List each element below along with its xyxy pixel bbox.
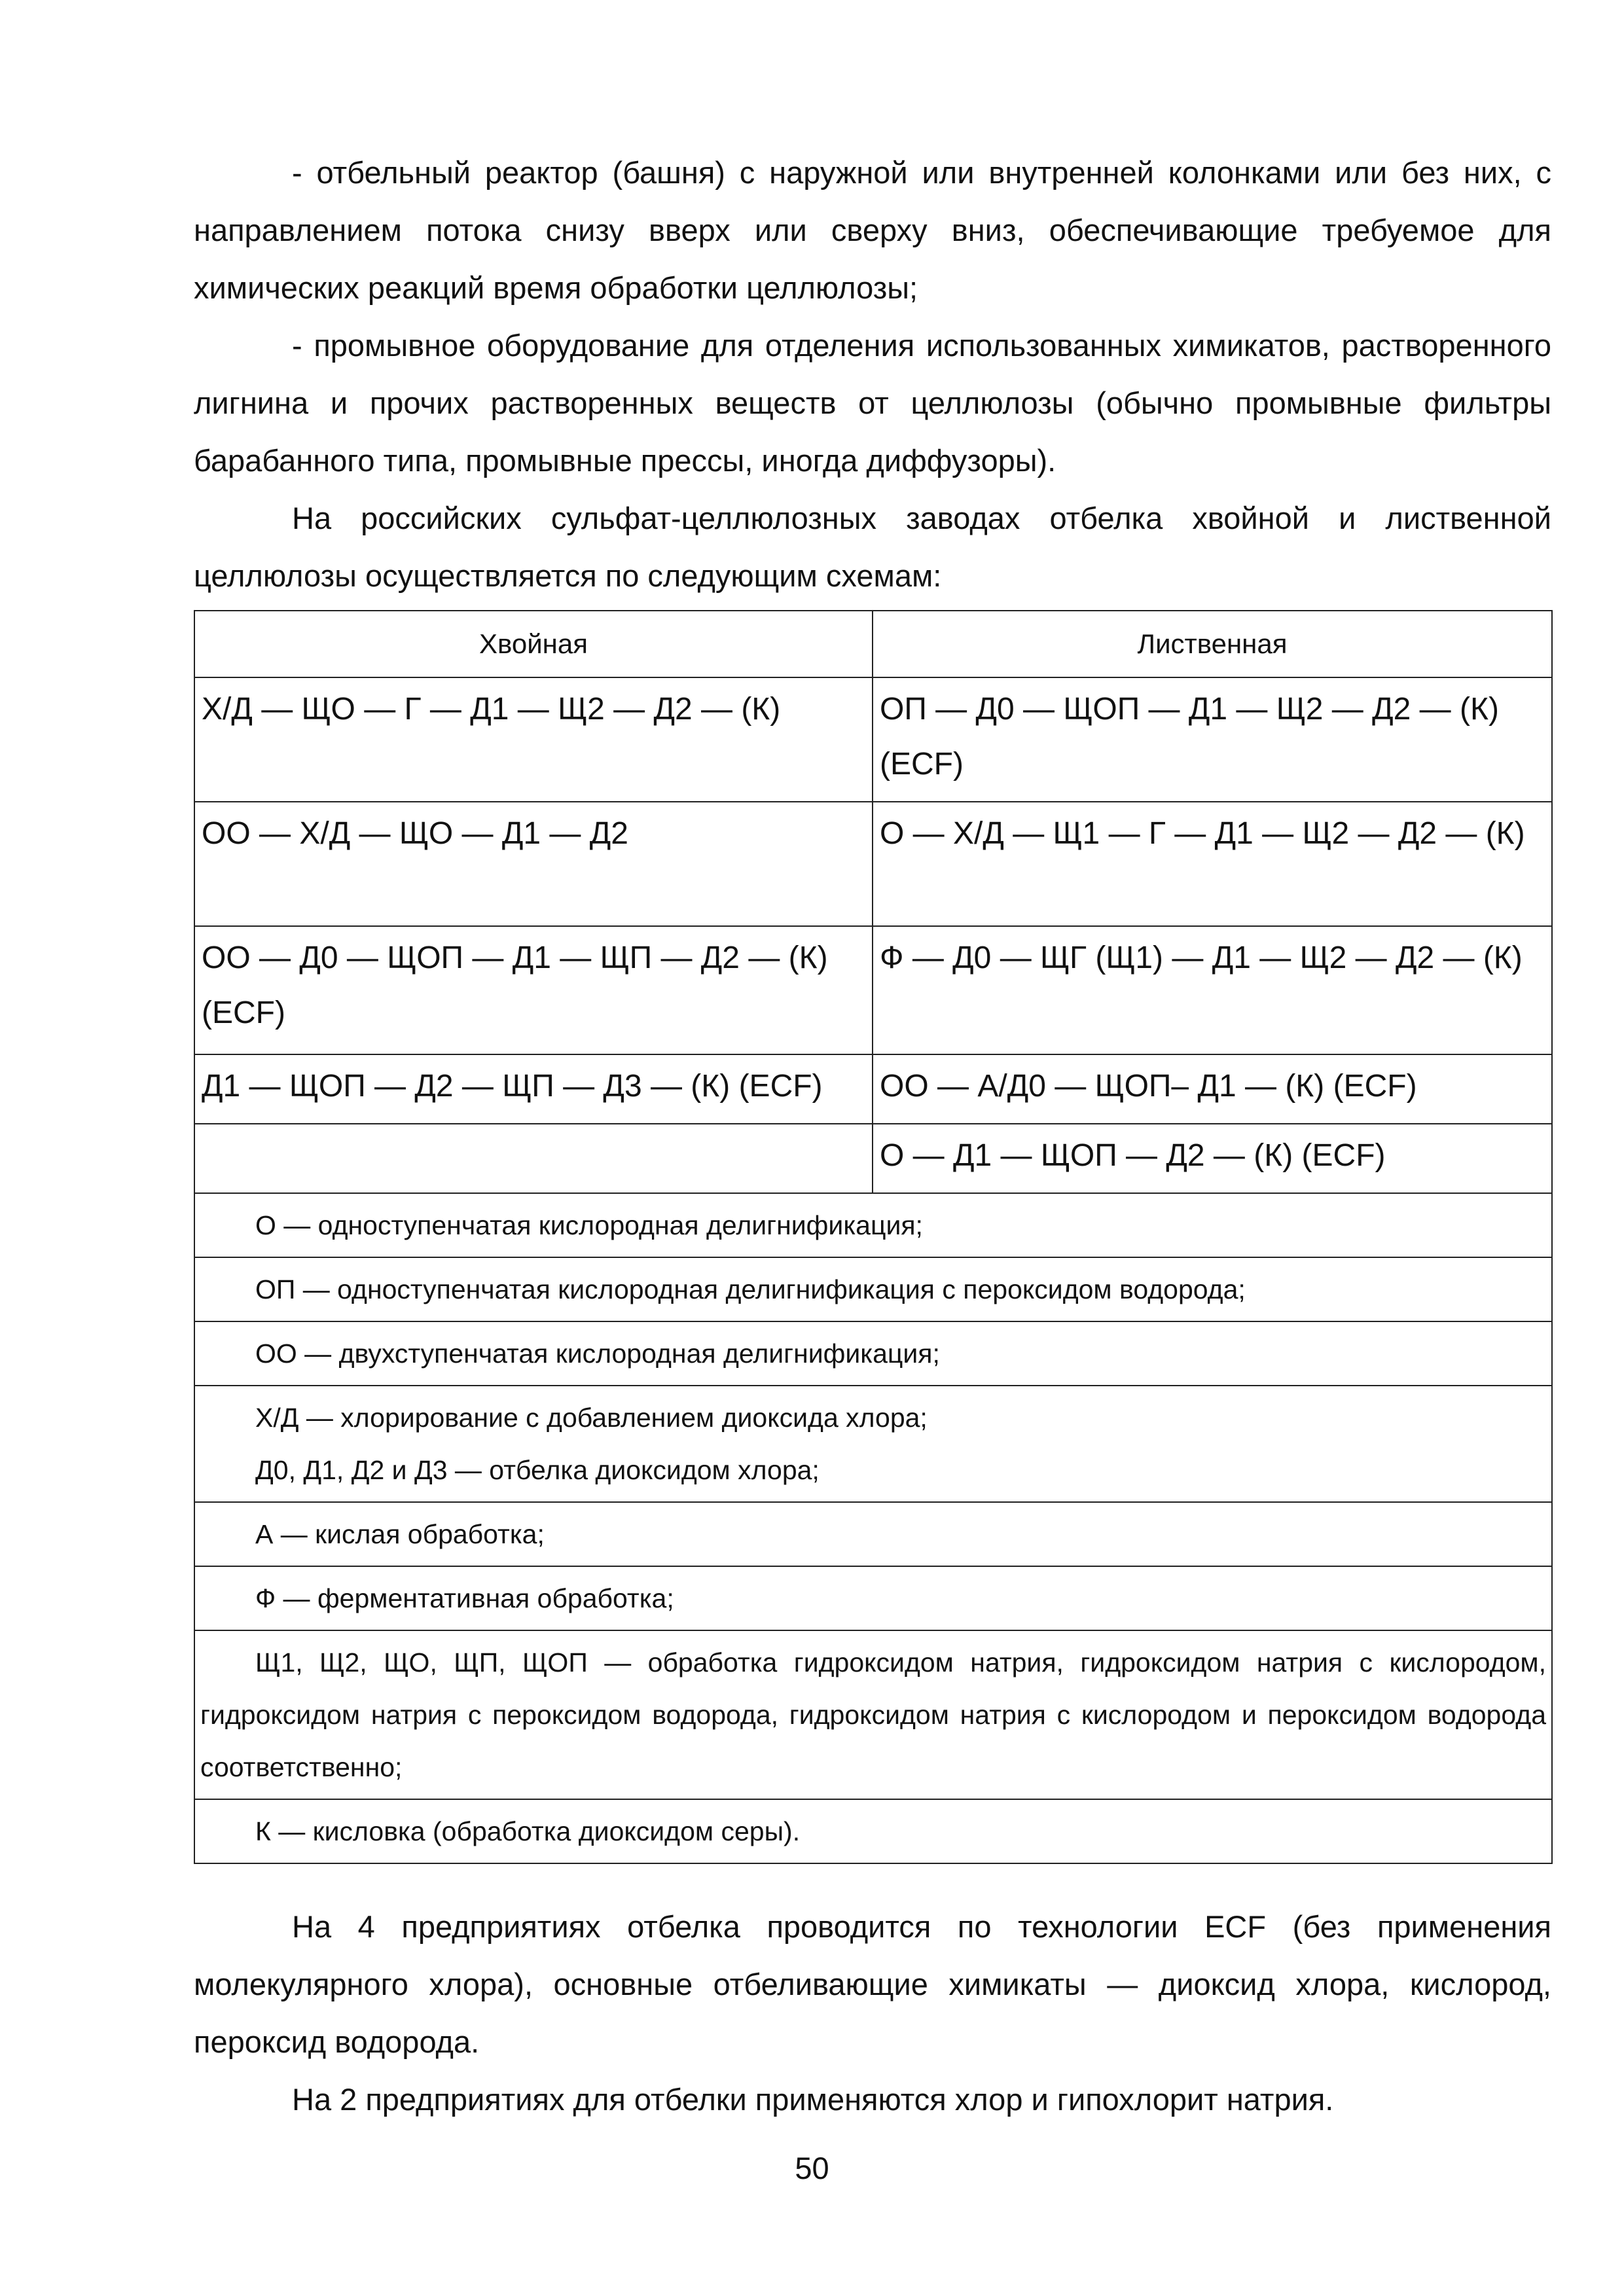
legend-row <box>194 1799 1552 1863</box>
legend-row <box>194 1502 1552 1566</box>
softwood-scheme-4: Д1 — ЩОП — Д2 — ЩП — Д3 — (К) (ECF) <box>194 1054 873 1124</box>
table-row <box>194 1054 1552 1124</box>
legend-row <box>194 1321 1552 1386</box>
legend-a: А — кислая обработка; <box>255 1519 545 1549</box>
legend-op: ОП — одноступенчатая кислородная делигнификация с пероксидом водорода; <box>255 1274 1246 1304</box>
legend-sch: Щ1, Щ2, ЩО, ЩП, ЩОП — обработка гидроксидом натрия, гидроксидом натрия с кислородом, гидроксидом натрия с пероксидом водорода, гидроксидом натрия с кислородом и пероксидом водорода соответственно; <box>200 1647 1546 1782</box>
legend-o: О — одноступенчатая кислородная делигнификация; <box>255 1210 923 1240</box>
legend-k: К — кисловка (обработка диоксидом серы). <box>255 1816 801 1846</box>
legend-row <box>194 1386 1552 1502</box>
header-softwood: Хвойная <box>194 611 873 677</box>
softwood-scheme-5-empty <box>194 1124 873 1193</box>
softwood-scheme-2: ОО — Х/Д — ЩО — Д1 — Д2 <box>194 802 873 926</box>
softwood-scheme-3: ОО — Д0 — ЩОП — Д1 — ЩП — Д2 — (К) (ECF) <box>194 926 873 1054</box>
table-row <box>194 802 1552 926</box>
legend-row <box>194 1630 1552 1799</box>
legend-xd: Х/Д — хлорирование с добавлением диоксида хлора; <box>255 1403 928 1433</box>
header-hardwood: Лиственная <box>873 611 1552 677</box>
legend-oo: ОО — двухступенчатая кислородная делигнификация; <box>255 1338 940 1369</box>
softwood-scheme-1: Х/Д — ЩО — Г — Д1 — Щ2 — Д2 — (К) <box>194 677 873 802</box>
paragraph-ecf-enterprises: На 4 предприятиях отбелка проводится по технологии ECF (без применения молекулярного хлора), основные отбеливающие химикаты — диоксид хлора, кислород, пероксид водорода. <box>194 1909 1551 2059</box>
legend-row <box>194 1257 1552 1321</box>
legend-row <box>194 1193 1552 1257</box>
document-page <box>194 144 1551 2128</box>
legend-row <box>194 1566 1552 1630</box>
paragraph-schemes-intro: На российских сульфат-целлюлозных заводах отбелка хвойной и лиственной целлюлозы осуществляется по следующим схемам: <box>194 501 1551 593</box>
hardwood-scheme-2: О — Х/Д — Щ1 — Г — Д1 — Щ2 — Д2 — (К) <box>873 802 1552 926</box>
paragraph-washing-equipment: - промывное оборудование для отделения использованных химикатов, растворенного лигнина и прочих растворенных веществ от целлюлозы (обычно промывные фильтры барабанного типа, промывные прессы, иногда диффузоры). <box>194 328 1551 478</box>
hardwood-scheme-3: Ф — Д0 — ЩГ (Щ1) — Д1 — Щ2 — Д2 — (К) <box>873 926 1552 1054</box>
paragraph-bleaching-reactor: - отбельный реактор (башня) с наружной или внутренней колонками или без них, с направлением потока снизу вверх или сверху вниз, обеспечивающие требуемое для химических реакций время обработки целлюлозы; <box>194 155 1551 305</box>
table-row <box>194 1124 1552 1193</box>
bleaching-schemes-table <box>194 610 1553 1864</box>
paragraph-chlorine-enterprises: На 2 предприятиях для отбелки применяются хлор и гипохлорит натрия. <box>292 2082 1334 2117</box>
legend-d: Д0, Д1, Д2 и Д3 — отбелка диоксидом хлора; <box>255 1455 820 1485</box>
legend-f: Ф — ферментативная обработка; <box>255 1583 674 1613</box>
table-row <box>194 926 1552 1054</box>
hardwood-scheme-4: ОО — А/Д0 — ЩОП– Д1 — (К) (ECF) <box>873 1054 1552 1124</box>
hardwood-scheme-1: ОП — Д0 — ЩОП — Д1 — Щ2 — Д2 — (К) (ECF) <box>873 677 1552 802</box>
page-number: 50 <box>795 2151 829 2185</box>
table-header-row <box>194 611 1552 677</box>
hardwood-scheme-5: О — Д1 — ЩОП — Д2 — (К) (ECF) <box>873 1124 1552 1193</box>
table-row <box>194 677 1552 802</box>
